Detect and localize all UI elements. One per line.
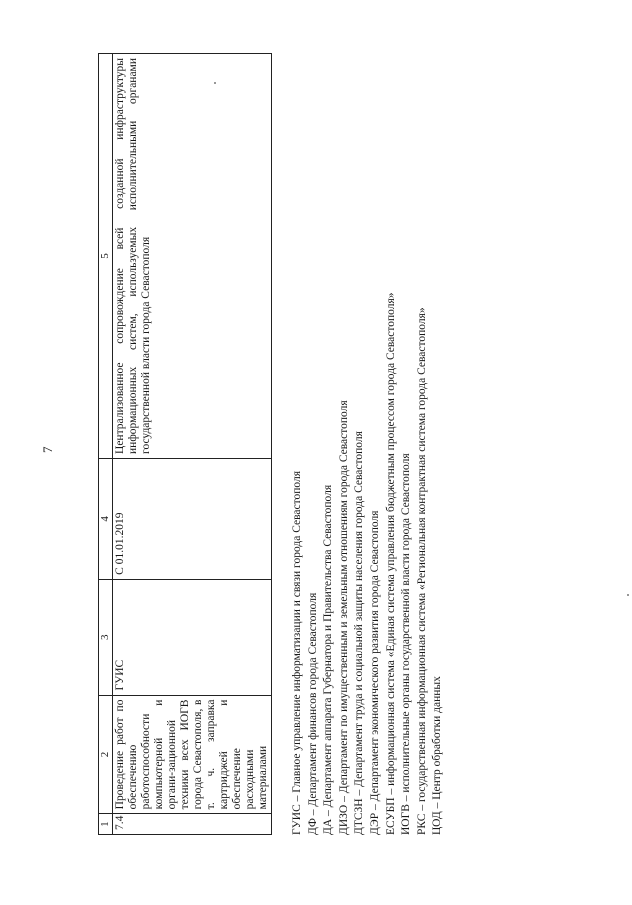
abbreviation-item: ДИЗО – Департамент по имущественным и земельным отношениям города Севастополя (337, 400, 350, 835)
table-row (113, 54, 272, 835)
abbreviations-list (290, 292, 446, 835)
abbreviation-item: ЕСУБП – информационная система «Единая система управления бюджетным процессом города Севастополя» (384, 292, 397, 835)
scan-speck (214, 82, 216, 84)
executor: ГУИС (113, 579, 272, 695)
abbreviation-item: ИОГВ – исполнительные органы государственной власти города Севастополя (400, 453, 413, 835)
header-col-3: 3 (99, 579, 113, 695)
abbreviation-item: ДФ – Департамент финансов города Севастополя (306, 592, 319, 835)
header-col-1: 1 (99, 814, 113, 835)
page-number: 7 (40, 446, 55, 453)
work-description: Проведение работ по обеспечению работоспособности компьютерной и органи-зационной техники всех ИОГВ города Севастополя, в т. ч. заправка картриджей и обеспечение расходными материалами (113, 695, 272, 814)
abbreviation-item: ЦОД – Центр обработки данных (431, 676, 444, 835)
table-header-row (99, 54, 113, 835)
header-col-2: 2 (99, 695, 113, 814)
abbreviation-item: ДЭР – Департамент экономического развития города Севастополя (368, 510, 381, 835)
rotated-document-content (0, 15, 560, 885)
plan-table (98, 53, 272, 835)
header-col-5: 5 (99, 54, 113, 459)
abbreviation-item: ДА – Департамент аппарата Губернатора и Правительства Севастополя (322, 484, 335, 835)
row-number: 7.4 (113, 814, 272, 835)
expected-result: Централизованное сопровождение всей созданной инфраструктуры информационных систем, используемых исполнительными органами государственной власти города Севастополя (113, 54, 272, 459)
scan-speck (627, 594, 629, 596)
header-col-4: 4 (99, 458, 113, 579)
abbreviation-item: ГУИС – Главное управление информатизации и связи города Севастополя (291, 470, 303, 835)
term: С 01.01.2019 (113, 458, 272, 579)
abbreviation-item: РКС – государственная информационная система «Региональная контрактная система города Севастополя» (415, 307, 428, 835)
abbreviation-item: ДТСЗН – Департамент труда и социальной защиты населения города Севастополя (353, 431, 366, 835)
